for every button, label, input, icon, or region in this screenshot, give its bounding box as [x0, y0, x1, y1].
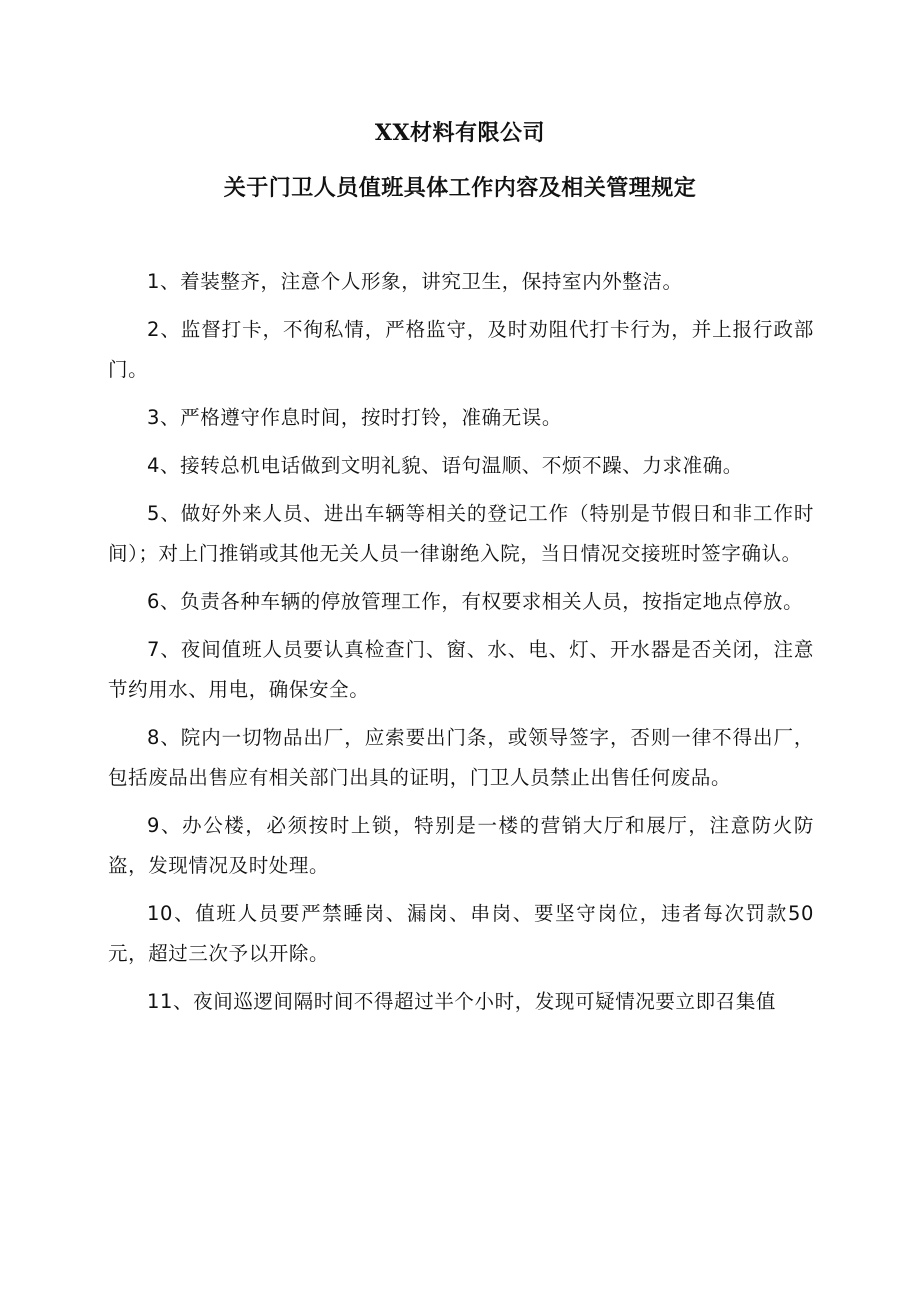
rules-list	[108, 262, 814, 1030]
rule-item-10: 10、值班人员要严禁睡岗、漏岗、串岗、要坚守岗位，违者每次罚款50元，超过三次予以开除。	[108, 902, 814, 965]
company-title: XX材料有限公司	[374, 120, 546, 146]
rule-item-6: 6、负责各种车辆的停放管理工作，有权要求相关人员，按指定地点停放。	[147, 590, 804, 613]
document-subtitle: 关于门卫人员值班具体工作内容及相关管理规定	[223, 175, 697, 201]
rule-item-1: 1、着装整齐，注意个人形象，讲究卫生，保持室内外整洁。	[147, 270, 683, 293]
title-block	[0, 118, 920, 203]
rule-item-4: 4、接转总机电话做到文明礼貌、语句温顺、不烦不躁、力求准确。	[147, 454, 743, 477]
rule-item-2: 2、监督打卡，不徇私情，严格监守，及时劝阻代打卡行为，并上报行政部门。	[108, 318, 814, 381]
rule-item-7: 7、夜间值班人员要认真检查门、窗、水、电、灯、开水器是否关闭，注意节约用水、用电，确保安全。	[108, 638, 814, 701]
rule-item-3: 3、严格遵守作息时间，按时打铃，准确无误。	[147, 406, 563, 429]
rule-item-5: 5、做好外来人员、进出车辆等相关的登记工作（特别是节假日和非工作时间）；对上门推销或其他无关人员一律谢绝入院，当日情况交接班时签字确认。	[108, 502, 814, 565]
rule-item-9: 9、办公楼，必须按时上锁，特别是一楼的营销大厅和展厅，注意防火防盗，发现情况及时处理。	[108, 814, 814, 877]
rule-item-11: 11、夜间巡逻间隔时间不得超过半个小时，发现可疑情况要立即召集值	[147, 990, 777, 1013]
rule-item-8: 8、院内一切物品出厂，应索要出门条，或领导签字，否则一律不得出厂，包括废品出售应有相关部门出具的证明，门卫人员禁止出售任何废品。	[108, 726, 814, 789]
